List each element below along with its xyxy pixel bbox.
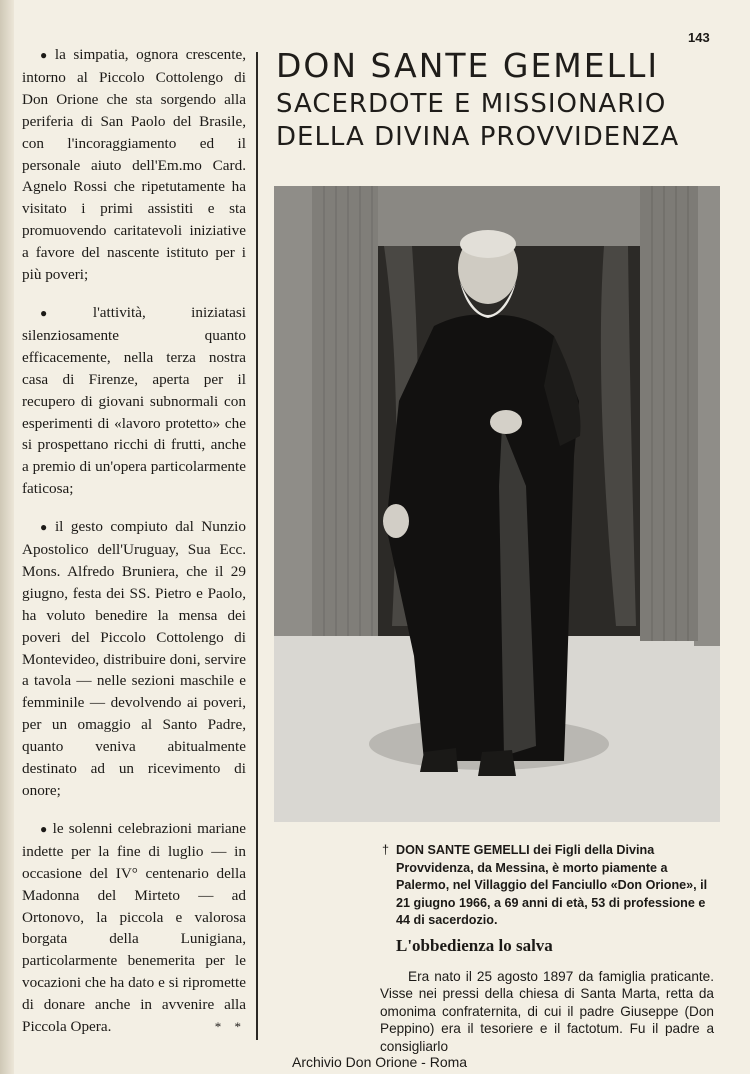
column-divider [256,52,258,1040]
bullet-icon: ● [40,48,51,62]
page-number: 143 [688,30,710,45]
priest-photo [274,186,720,822]
list-item: ● il gesto compiuto dal Nunzio Apostolico dell'Uruguay, Sua Ecc. Mons. Alfredo Bruniera, che il 29 giugno, festa dei SS. Pietro e Paolo, ha voluto benedire la mensa dei poveri del Piccolo Cottolengo di Montevideo, distribuire doni, servire a tavola — nelle sezioni maschile e femminile — devolvendo ai poveri, per un omaggio al Santo Padre, quanto veniva abitualmente destinato ad un ricevimento di onore; [22,518,246,799]
caption-text: DON SANTE GEMELLI dei Figli della Divina Provvidenza, da Messina, è morto piamente a Palermo, nel Villaggio del Fanciullo «Don Orione», il 21 giugno 1966, a 69 anni di età, 53 di professione e 44 di sacerdozio. [396,843,708,928]
end-mark: * * [214,1019,246,1035]
photo-caption [382,842,716,930]
section-heading: L'obbedienza lo salva [396,936,553,955]
title-main: DON SANTE GEMELLI [276,46,660,85]
photo-illustration [274,186,720,822]
page-binding-edge [0,0,14,1074]
archive-footer: Archivio Don Orione - Roma [292,1054,468,1070]
list-item: ● la simpatia, ognora crescente, intorno al Piccolo Cottolengo di Don Orione che sta sorgendo alla periferia di San Paolo del Brasile, con l'incoraggiamento ed il personale aiuto dell'Em.mo Card. Agnelo Rossi che ripetutamente ha visitato i primi assistiti e sta promuovendo caritatevoli iniziative a favore del nascente istituto per i più poveri; [22,46,246,284]
bullet-icon: ● [40,821,49,836]
left-column [22,44,246,1054]
article-title [276,44,726,154]
section-body: Era nato il 25 agosto 1897 da famiglia praticante. Visse nei pressi della chiesa di Santa Marta, retta da omonima confraternita, di cui il padre Giuseppe (Don Peppino) era il tesoriere e il factotum. Fu il padre a consigliarlo [380,969,714,1054]
bullet-icon: ● [40,520,51,535]
title-sub-1: SACERDOTE E MISSIONARIO [276,89,667,119]
dagger-mark: † [382,843,390,857]
list-item: ● le solenni celebrazioni mariane indette per la fine di luglio — in occasione del IV° centenario della Madonna del Mirteto — ad Ortonovo, la piccola e valorosa borgata della Lunigiana, particolarmente benemerita per le vocazioni che ha dato e si ripromette di donare anche in avvenire alla Piccola Opera. * * [22,818,246,1038]
bullet-icon: ● [40,305,89,320]
title-sub-2: DELLA DIVINA PROVVIDENZA [276,122,680,152]
list-item: ● l'attività, iniziatasi silenziosamente quanto efficacemente, nella terza nostra casa di Firenze, aperta per il recupero di giovani subnormali con esperimenti di «lavoro protetto» che si prospettano ricchi di frutti, anche a premio di un'opera particolarmente faticosa; [22,303,246,498]
